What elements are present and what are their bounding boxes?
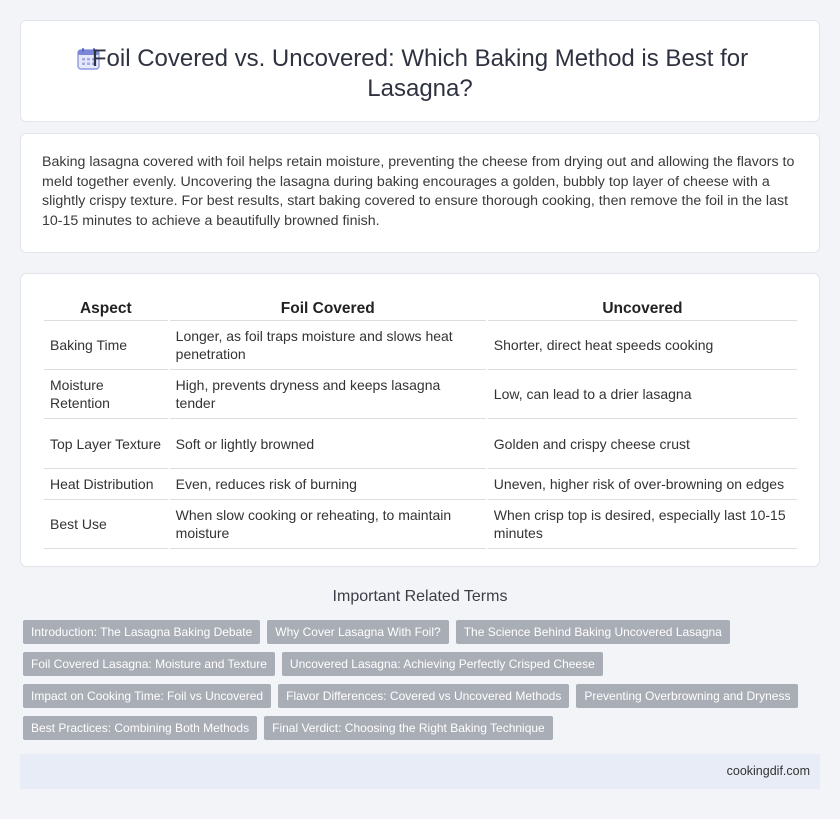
table-row xyxy=(44,500,797,549)
footer-site-link[interactable]: cookingdif.com xyxy=(726,764,810,778)
table-header-row xyxy=(44,293,797,321)
table-cell: Shorter, direct heat speeds cooking xyxy=(488,321,797,370)
related-term-link[interactable]: Final Verdict: Choosing the Right Baking Technique xyxy=(264,716,553,740)
table-cell: Uneven, higher risk of over-browning on edges xyxy=(488,469,797,500)
table-cell: Soft or lightly browned xyxy=(170,419,486,469)
tag-row xyxy=(23,652,813,676)
related-term-link[interactable]: Foil Covered Lasagna: Moisture and Texture xyxy=(23,652,275,676)
table-row xyxy=(44,469,797,500)
related-term-link[interactable]: Preventing Overbrowning and Dryness xyxy=(576,684,798,708)
related-term-link[interactable]: Why Cover Lasagna With Foil? xyxy=(267,620,448,644)
table-cell: Best Use xyxy=(44,500,168,549)
tag-row xyxy=(23,716,813,740)
intro-paragraph: Baking lasagna covered with foil helps retain moisture, preventing the cheese from drying out and allowing the flavors to meld together evenly. Uncovering the lasagna during baking encourages a golden, bubbly top layer of cheese with a slightly crispy texture. For best results, start baking covered to ensure thorough cooking, then remove the foil in the last 10-15 minutes to achieve a beautifully browned finish. xyxy=(42,154,795,229)
column-header-foil-covered: Foil Covered xyxy=(170,293,486,321)
table-cell: Baking Time xyxy=(44,321,168,370)
table-cell: Heat Distribution xyxy=(44,469,168,500)
column-header-aspect: Aspect xyxy=(44,293,168,321)
table-row xyxy=(44,419,797,469)
page-title: Foil Covered vs. Uncovered: Which Baking Method is Best for Lasagna? xyxy=(91,45,749,102)
related-term-link[interactable]: Introduction: The Lasagna Baking Debate xyxy=(23,620,260,644)
comparison-table xyxy=(42,293,799,549)
related-term-link[interactable]: Best Practices: Combining Both Methods xyxy=(23,716,257,740)
table-cell: Low, can lead to a drier lasagna xyxy=(488,370,797,419)
table-cell: Golden and crispy cheese crust xyxy=(488,419,797,469)
table-cell: High, prevents dryness and keeps lasagna tender xyxy=(170,370,486,419)
comparison-card xyxy=(20,273,820,567)
related-term-link[interactable]: The Science Behind Baking Uncovered Lasagna xyxy=(456,620,730,644)
related-term-link[interactable]: Impact on Cooking Time: Foil vs Uncovered xyxy=(23,684,271,708)
table-cell: Top Layer Texture xyxy=(44,419,168,469)
intro-card xyxy=(20,133,820,253)
tag-row xyxy=(23,684,813,708)
footer xyxy=(20,754,820,789)
column-header-uncovered: Uncovered xyxy=(488,293,797,321)
table-row xyxy=(44,321,797,370)
table-cell: Even, reduces risk of burning xyxy=(170,469,486,500)
related-terms-title: Important Related Terms xyxy=(332,588,508,605)
related-term-link[interactable]: Flavor Differences: Covered vs Uncovered Methods xyxy=(278,684,569,708)
related-term-link[interactable]: Uncovered Lasagna: Achieving Perfectly Crisped Cheese xyxy=(282,652,603,676)
table-cell: When crisp top is desired, especially last 10-15 minutes xyxy=(488,500,797,549)
table-cell: Moisture Retention xyxy=(44,370,168,419)
related-terms-list xyxy=(23,620,813,748)
tag-row xyxy=(23,620,813,644)
title-card xyxy=(20,20,820,122)
table-cell: When slow cooking or reheating, to maintain moisture xyxy=(170,500,486,549)
table-row xyxy=(44,370,797,419)
table-cell: Longer, as foil traps moisture and slows heat penetration xyxy=(170,321,486,370)
